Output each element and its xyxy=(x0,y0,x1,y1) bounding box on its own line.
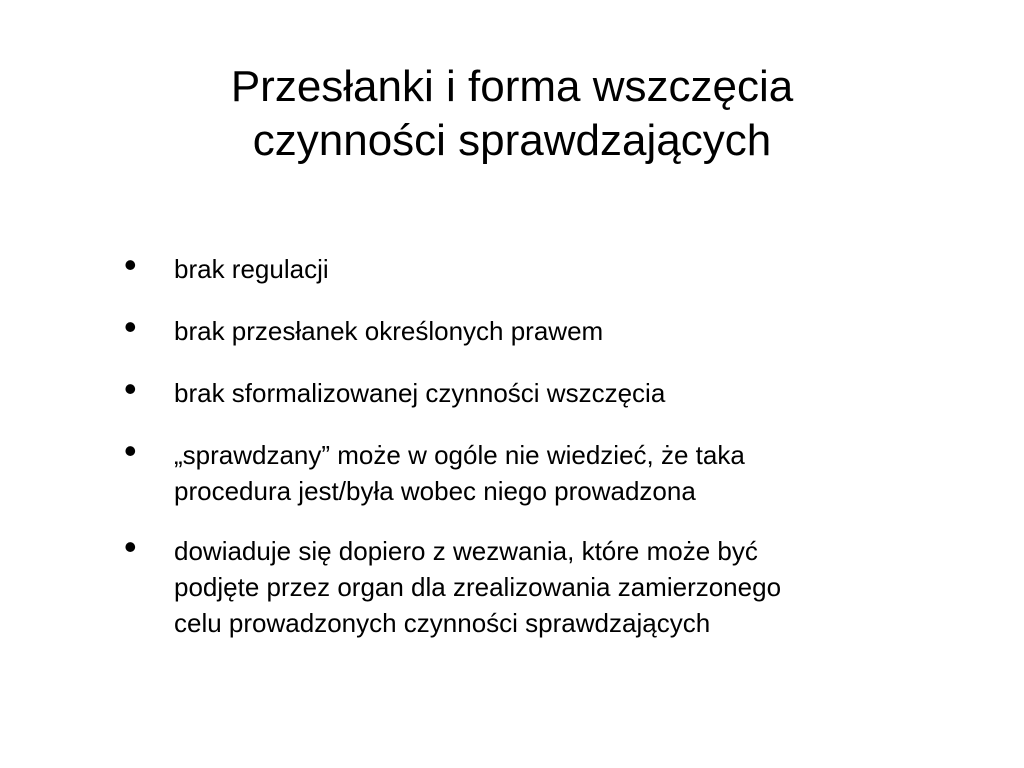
bullet-dot-icon: • xyxy=(124,368,137,409)
bullet-dot-icon: • xyxy=(124,306,137,347)
bullet-text-line: dowiaduje się dopiero z wezwania, które może być xyxy=(174,536,758,566)
bullet-text xyxy=(174,437,914,509)
bullet-dot-icon: • xyxy=(124,244,137,285)
bullet-dot-icon: • xyxy=(124,526,137,567)
bullet-text xyxy=(174,533,914,641)
bullet-text-line: celu prowadzonych czynności sprawdzających xyxy=(174,608,711,638)
bullet-text xyxy=(174,313,914,349)
bullet-text-line: brak przesłanek określonych prawem xyxy=(174,316,604,346)
title-line-2: czynności sprawdzających xyxy=(252,116,772,165)
bullet-text-line: podjęte przez organ dla zrealizowania zamierzonego xyxy=(174,572,782,602)
bullet-text-line: brak regulacji xyxy=(174,254,329,284)
bullet-text-line: procedura jest/była wobec niego prowadzona xyxy=(174,476,696,506)
slide-title xyxy=(100,60,924,168)
title-line-1: Przesłanki i forma wszczęcia xyxy=(230,62,794,111)
bullet-text xyxy=(174,375,914,411)
bullet-text-line: „sprawdzany” może w ogóle nie wiedzieć, że taka xyxy=(174,440,745,470)
bullet-text xyxy=(174,251,914,287)
bullet-dot-icon: • xyxy=(124,430,137,471)
bullet-text-line: brak sformalizowanej czynności wszczęcia xyxy=(174,378,666,408)
